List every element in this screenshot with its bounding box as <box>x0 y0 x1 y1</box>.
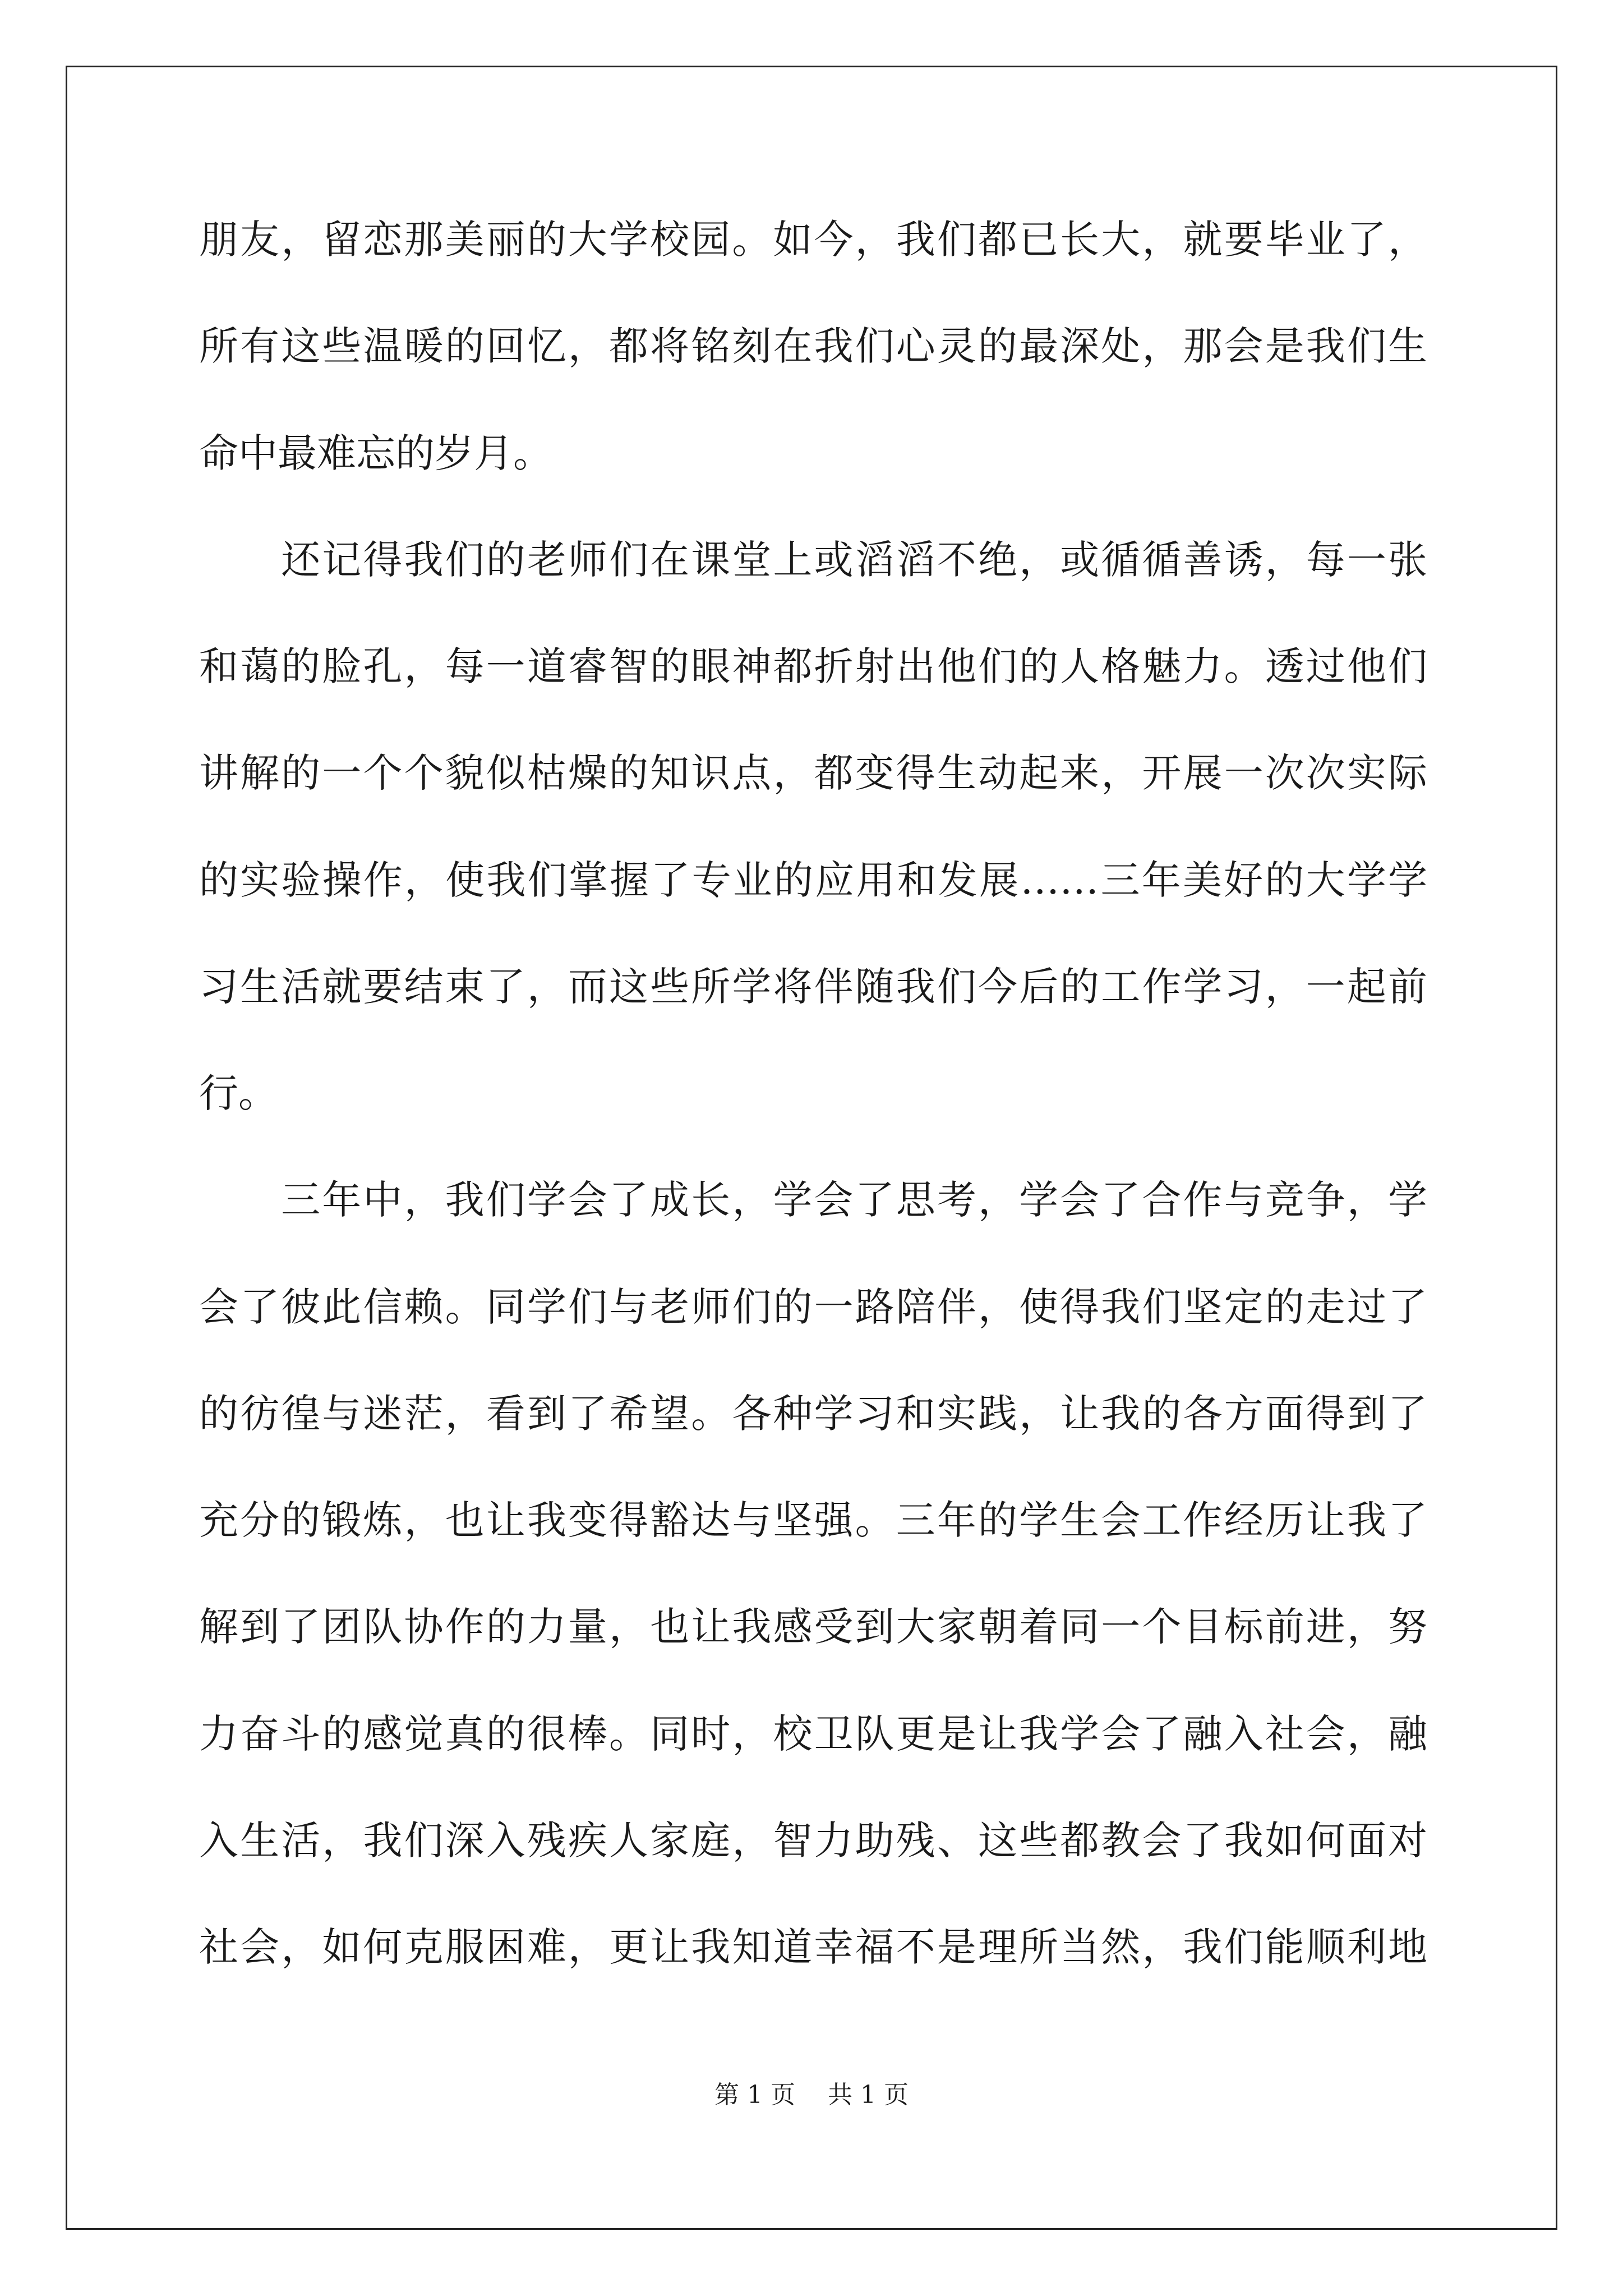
text-line-12: 的彷徨与迷茫，看到了希望。各种学习和实践，让我的各方面得到了 <box>199 1391 1427 1437</box>
text-line-3: 命中最难忘的岁月。 <box>199 430 552 476</box>
text-line-8: 习生活就要结束了，而这些所学将伴随我们今后的工作学习，一起前 <box>199 964 1427 1010</box>
text-line-7: 的实验操作，使我们掌握了专业的应用和发展……三年美好的大学学 <box>199 857 1427 903</box>
text-line-1: 朋友，留恋那美丽的大学校园。如今，我们都已长大，就要毕业了， <box>199 217 1427 263</box>
text-line-5: 和蔼的脸孔，每一道睿智的眼神都折射出他们的人格魅力。透过他们 <box>199 643 1427 689</box>
page-number: 第 1 页 共 1 页 <box>714 2081 909 2109</box>
text-line-11: 会了彼此信赖。同学们与老师们的一路陪伴，使得我们坚定的走过了 <box>199 1284 1427 1330</box>
text-line-15: 力奋斗的感觉真的很棒。同时，校卫队更是让我学会了融入社会，融 <box>199 1711 1427 1757</box>
text-line-10: 三年中，我们学会了成长，学会了思考，学会了合作与竞争，学 <box>199 1177 1427 1223</box>
text-line-14: 解到了团队协作的力量，也让我感受到大家朝着同一个目标前进，努 <box>199 1604 1427 1650</box>
text-line-6: 讲解的一个个貌似枯燥的知识点，都变得生动起来，开展一次次实际 <box>199 750 1427 796</box>
page-border <box>66 66 1557 2230</box>
text-line-2: 所有这些温暖的回忆，都将铭刻在我们心灵的最深处，那会是我们生 <box>199 323 1427 369</box>
text-line-17: 社会，如何克服困难，更让我知道幸福不是理所当然，我们能顺利地 <box>199 1924 1427 1970</box>
text-line-4: 还记得我们的老师们在课堂上或滔滔不绝，或循循善诱，每一张 <box>199 537 1427 583</box>
text-line-13: 充分的锻炼，也让我变得豁达与坚强。三年的学生会工作经历让我了 <box>199 1497 1427 1543</box>
text-line-9: 行。 <box>199 1070 278 1116</box>
text-line-16: 入生活，我们深入残疾人家庭，智力助残、这些都教会了我如何面对 <box>199 1818 1427 1864</box>
